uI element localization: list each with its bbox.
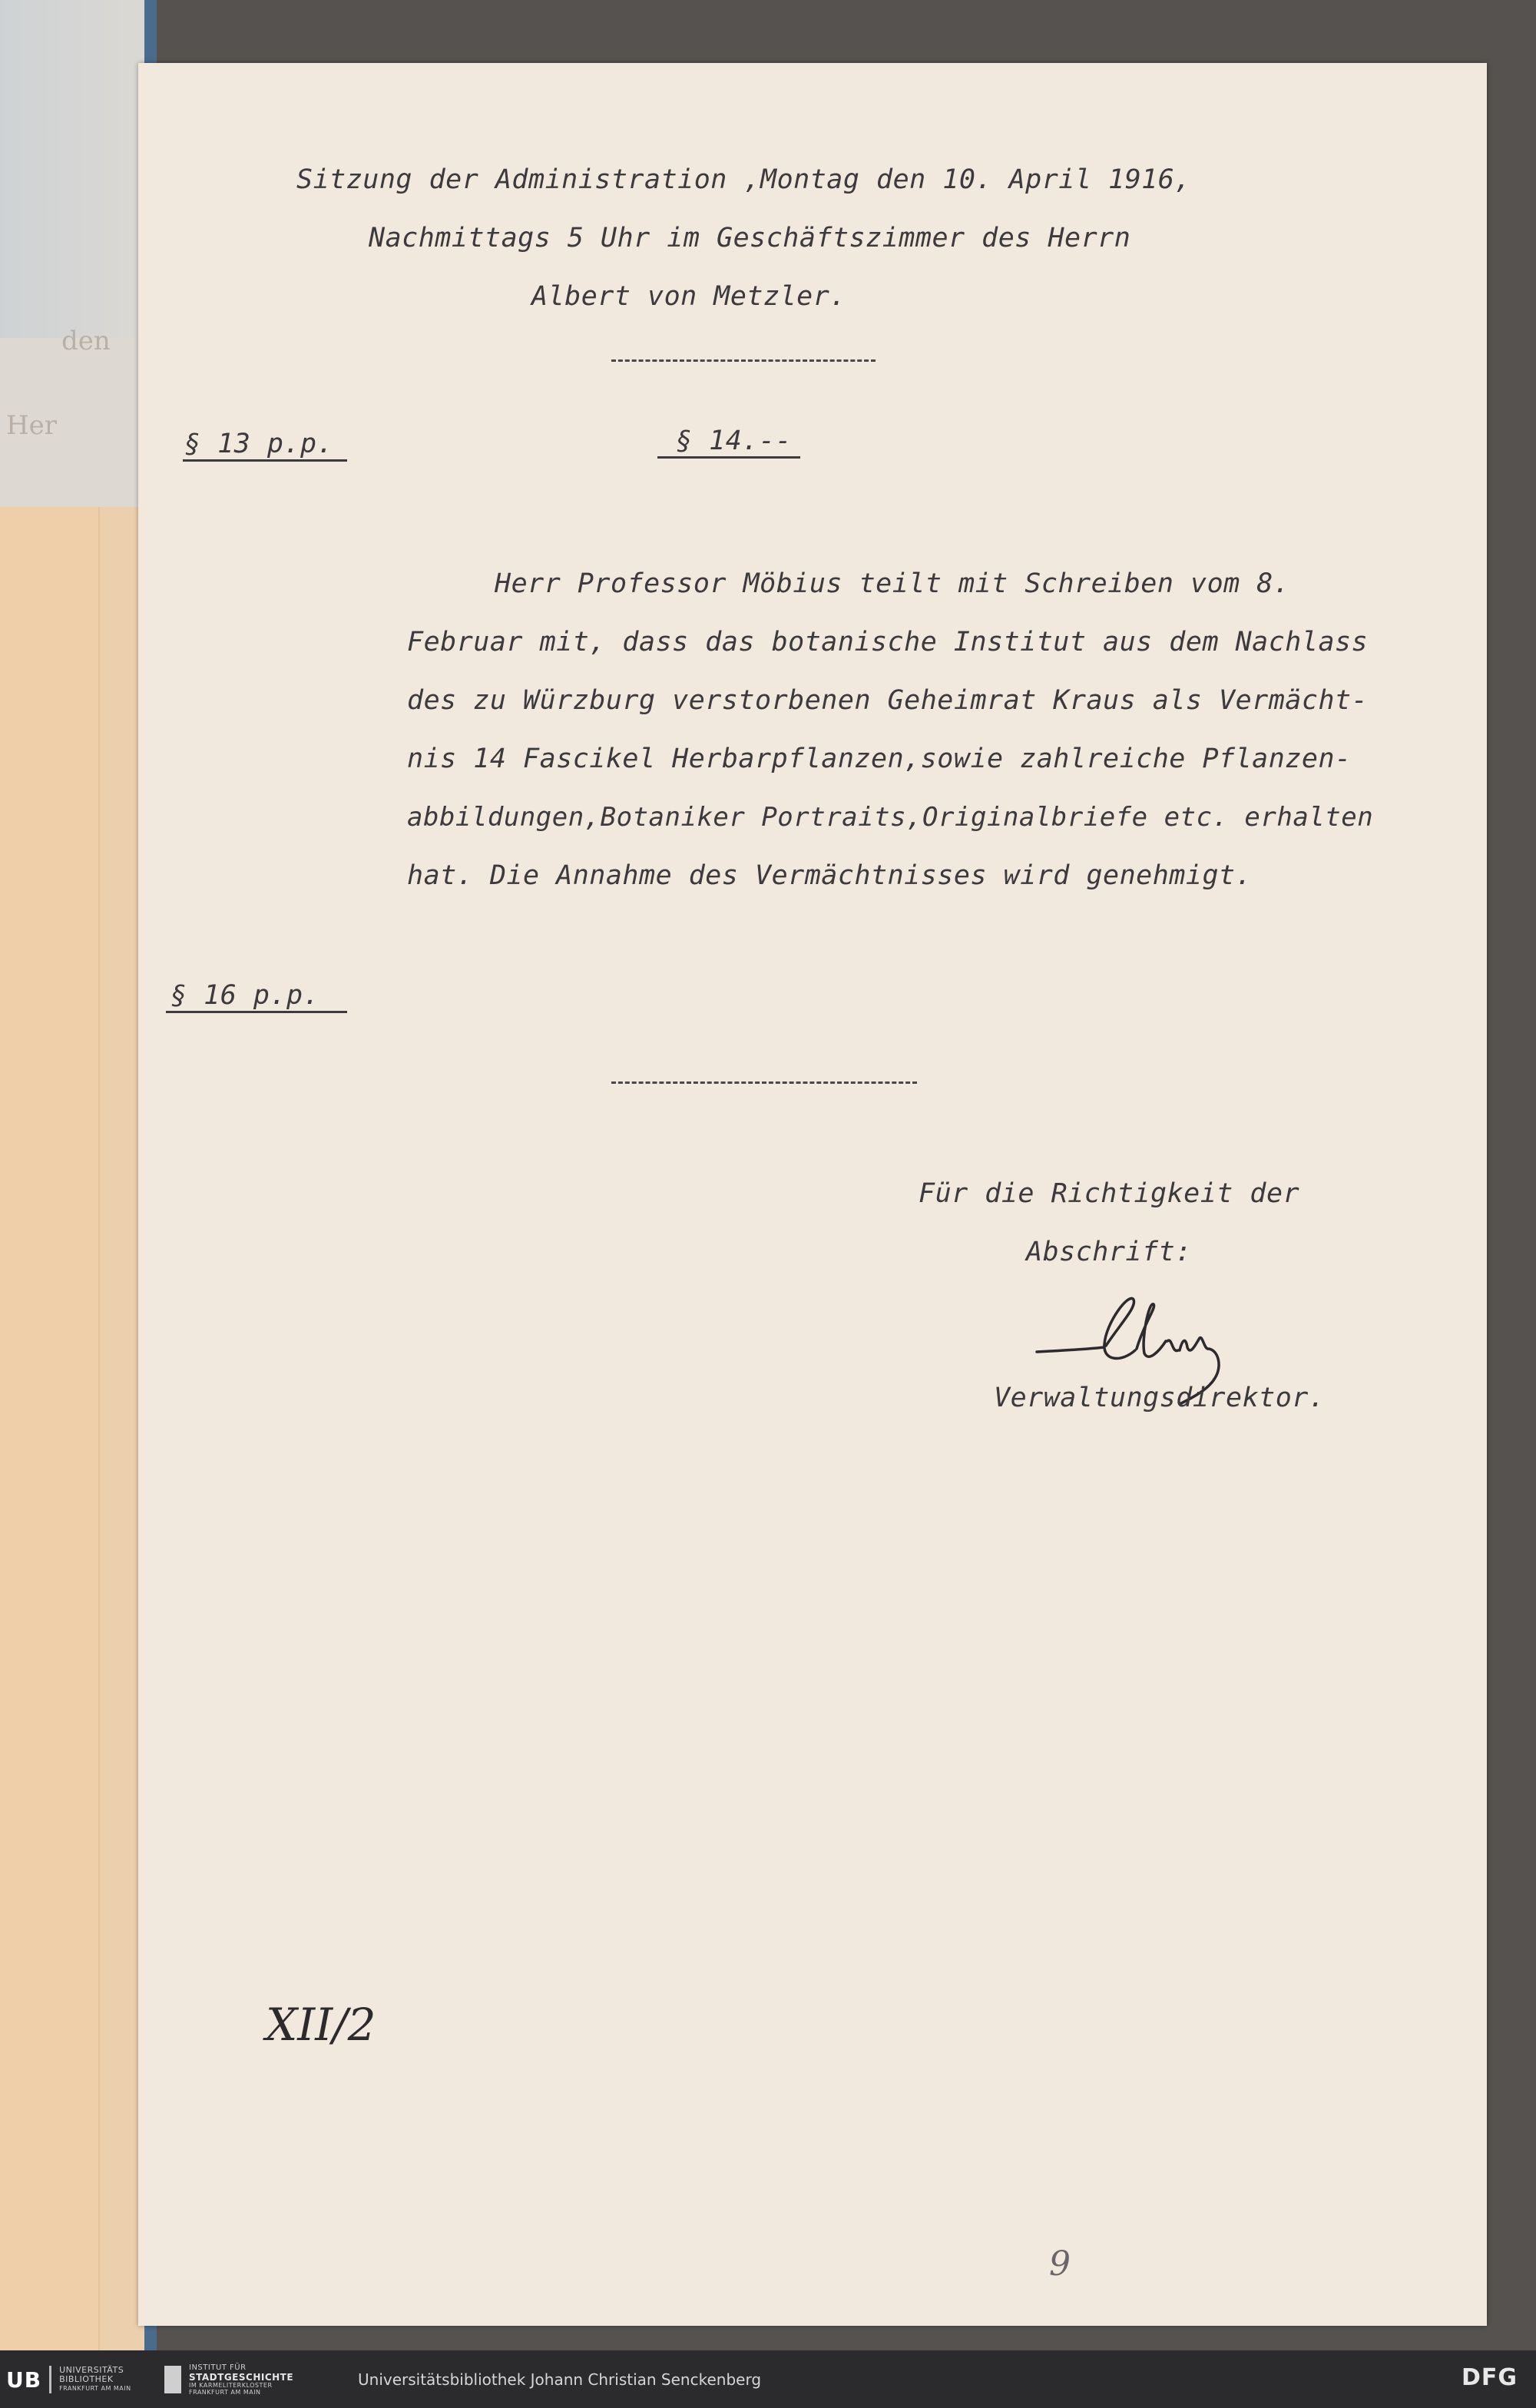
- body-line-4: nis 14 Fascikel Herbarpflanzen,sowie zahlreiche Pflanzen-: [407, 744, 1352, 774]
- section-title: [676, 426, 792, 456]
- closing-rule: [611, 1081, 917, 1084]
- section-title-text: § 14.: [676, 426, 759, 456]
- section-title-underline: [657, 456, 800, 459]
- body-line-1: Herr Professor Möbius teilt mit Schreiben vom 8.: [495, 568, 1290, 599]
- footer-library-name: Universitätsbibliothek Johann Christian Senckenberg: [358, 2370, 762, 2389]
- body-line-6: hat. Die Annahme des Vermächtnisses wird genehmigt.: [407, 860, 1253, 891]
- header-line-2: Nachmittags 5 Uhr im Geschäftszimmer des Herrn: [369, 223, 1131, 253]
- ub-logo-mark: UB: [6, 2367, 42, 2393]
- ub-logo-line-1: UNIVERSITÄTS: [59, 2365, 124, 2375]
- underlying-page-fragment-2: Her: [6, 410, 58, 441]
- isg-logo-line-2: STADTGESCHICHTE: [189, 2372, 294, 2383]
- underlying-page-fragment-1: den: [61, 326, 111, 356]
- margin-reference-13-underline: [183, 459, 347, 462]
- ub-logo-separator: [49, 2366, 51, 2393]
- isg-logo-line-1: INSTITUT FÜR: [189, 2363, 247, 2372]
- body-line-3: des zu Würzburg verstorbenen Geheimrat Kraus als Vermächt-: [407, 685, 1369, 716]
- page-number: 9: [1049, 2244, 1071, 2284]
- section-title-suffix: --: [758, 426, 793, 456]
- header-line-1: Sitzung der Administration ,Montag den 10. April 1916,: [296, 164, 1191, 195]
- body-line-5: abbildungen,Botaniker Portraits,Originalbriefe etc. erhalten: [407, 802, 1374, 833]
- underlying-page-shadow: [0, 0, 154, 338]
- ub-logo-text: [59, 2366, 131, 2393]
- isg-logo-line-4: FRANKFURT AM MAIN: [189, 2389, 261, 2396]
- isg-logo-line-3: IM KARMELITERKLOSTER: [189, 2382, 273, 2389]
- archive-mark: XII/2: [266, 1999, 376, 2051]
- dfg-logo: DFG: [1461, 2364, 1518, 2391]
- footer-bar: [0, 2350, 1536, 2408]
- attestation-line-1: Für die Richtigkeit der: [919, 1178, 1300, 1209]
- isg-logo-mark: [164, 2366, 181, 2393]
- attestation-line-2: Abschrift:: [1026, 1237, 1192, 1267]
- isg-logo-text: [189, 2363, 293, 2396]
- margin-reference-16: § 16 p.p.: [170, 980, 320, 1011]
- ub-logo-line-3: FRANKFURT AM MAIN: [59, 2385, 131, 2392]
- signer-title: Verwaltungsdirektor.: [994, 1383, 1326, 1413]
- body-line-2: Februar mit, dass das botanische Institut aus dem Nachlass: [407, 627, 1369, 657]
- margin-reference-13: § 13 p.p.: [184, 429, 334, 459]
- ub-logo: [6, 2366, 131, 2393]
- header-line-3: Albert von Metzler.: [531, 281, 846, 312]
- isg-logo: [164, 2363, 294, 2396]
- header-rule: [611, 359, 876, 362]
- ub-logo-line-2: BIBLIOTHEK: [59, 2374, 114, 2384]
- margin-reference-16-underline: [166, 1011, 347, 1013]
- document-sheet: [138, 63, 1487, 2326]
